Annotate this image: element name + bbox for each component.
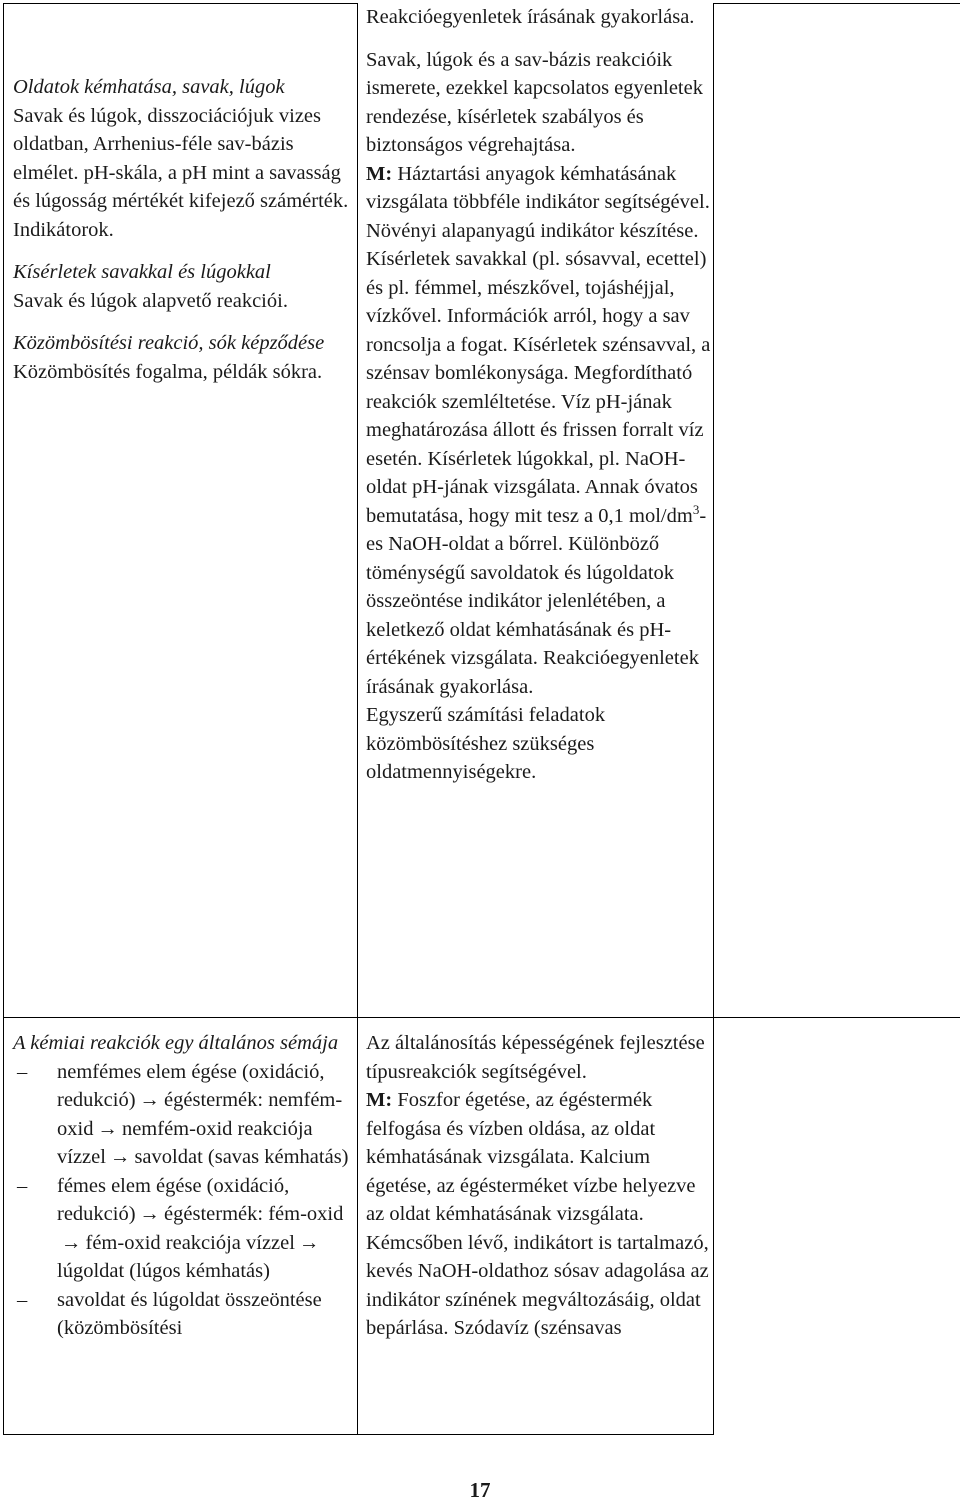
activity-text: M: Foszfor égetése, az égéstermék felfogása és vízben oldása, az oldat kémhatásának vizsgálata. Kalcium égetése, az égésterméket vízbe helyezve az oldat kémhatásának vizsgálata. Kémcsőben lévő, indikátort is tartalmazó, kevés NaOH-oldathoz sósav adagolása az indikátor színének megváltozásáig, oldat bepárlása. Szódavíz (szénsavas: [366, 1089, 709, 1339]
activity-text: Az általánosítás képességének fejlesztése típusreakciók segítségével.: [366, 1032, 705, 1083]
activity-text: Savak, lúgok és a sav-bázis reakcióik ismerete, ezekkel kapcsolatos egyenletek rendezése, kísérletek szabályos és biztonságos végrehajtása.: [366, 48, 703, 156]
activity-text: Reakcióegyenletek írásának gyakorlása.: [366, 6, 695, 28]
topic-text: Savak és lúgok alapvető reakciói.: [13, 289, 288, 312]
activity-text: M: Háztartási anyagok kémhatásának vizsgálata többféle indikátor segítségével. Növényi alapanyagú indikátor készítése. Kísérletek savakkal (pl. sósavval, ecettel) és pl. fémmel, mészkővel, tojáshéjjal, vízkővel. Információk arról, hogy a sav roncsolja a fogat. Kísérletek szénsavval, a szénsav bomlékonysága. Megfordítható reakciók szemléltetése. Víz pH-jának meghatározása állott és frissen forralt víz esetén. Kísérletek lúgokkal, pl. NaOH-oldat pH-jának vizsgálata. Annak óvatos bemutatása, hogy mit tesz a 0,1 mol/$dm^3-es$ NaOH-oldat a bőrrel. Különböző töménységű savoldatok és lúgoldatok összeöntése indikátor jelenlétében, a keletkező oldat kémhatásának és pH-értékének vizsgálata. Reakcióegyenletek írásának gyakorlása.: [366, 162, 711, 698]
arrow-icon: →: [298, 1231, 320, 1254]
topic-heading: Oldatok kémhatása, savak, lúgok: [13, 76, 285, 98]
topic-heading: Kísérletek savakkal és lúgokkal: [13, 261, 271, 283]
content-table: [3, 3, 960, 1435]
list-item: – fémes elem égése (oxidáció, redukció) → égéstermék: fém-oxid→ fém-oxid reakciója vízzel →lúgoldat (lúgos kémhatás): [13, 1172, 351, 1286]
col2-block1: [366, 3, 711, 787]
example-label: M:: [366, 1089, 393, 1111]
reaction-scheme-list: [13, 1058, 351, 1343]
arrow-icon: →: [97, 1117, 118, 1140]
col1-block1: [13, 73, 351, 386]
table-border-top-col3: [713, 3, 960, 4]
page-number: 17: [469, 1478, 491, 1502]
list-item: – nemfémes elem égése (oxidáció, redukció) → égéstermék: nemfém-oxid → nemfém-oxid reakciója vízzel → savoldat (savas kémhatás): [13, 1058, 351, 1172]
topic-text: Közömbösítés fogalma, példák sókra.: [13, 360, 323, 383]
arrow-icon: →: [109, 1146, 131, 1168]
table-border-bottom: [3, 1434, 713, 1435]
column-divider-2: [713, 3, 714, 1435]
arrow-icon: →: [139, 1203, 161, 1225]
table-border-left: [3, 3, 4, 1435]
topic-text: Savak és lúgok, disszociációjuk vizes oldatban, Arrhenius-féle sav-bázis elmélet. pH-skála, a pH mint a savasság és lúgosság mértékét kifejező számérték. Indikátorok.: [13, 104, 349, 241]
arrow-icon: →: [139, 1089, 161, 1111]
col1-block2: [13, 1029, 351, 1343]
row-divider: [3, 1017, 960, 1018]
topic-heading: Közömbösítési reakció, sók képződése: [13, 332, 325, 354]
activity-text: Egyszerű számítási feladatok közömbösítéshez szükséges oldatmennyiségekre.: [366, 704, 606, 783]
table-border-top-col1: [3, 3, 357, 4]
topic-heading: A kémiai reakciók egy általános sémája: [13, 1032, 339, 1054]
arrow-icon: →: [61, 1231, 82, 1254]
column-divider-1: [357, 3, 358, 1435]
col2-block2: [366, 1029, 711, 1343]
list-item: – savoldat és lúgoldat összeöntése (közömbösítési: [13, 1286, 351, 1343]
example-label: M:: [366, 162, 393, 185]
